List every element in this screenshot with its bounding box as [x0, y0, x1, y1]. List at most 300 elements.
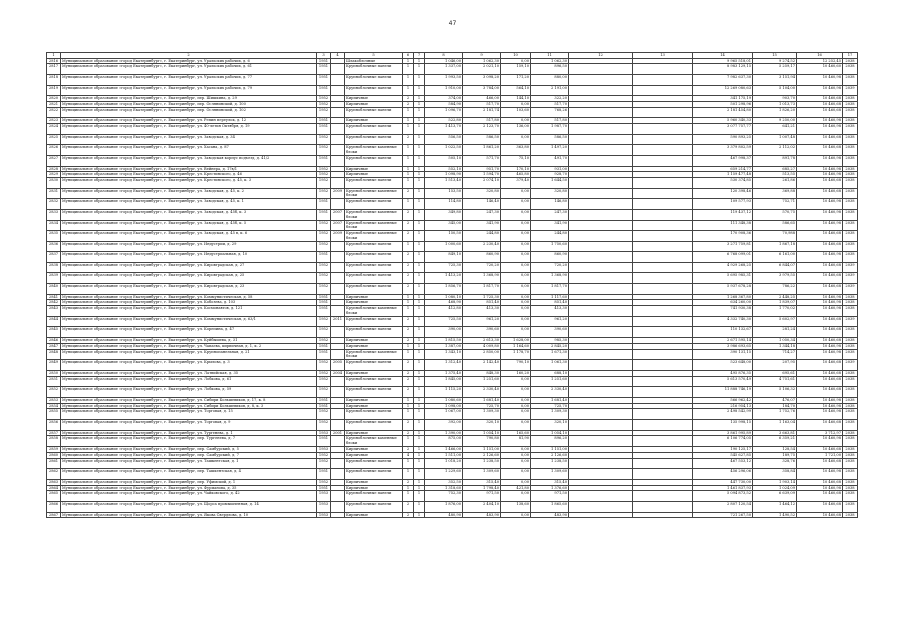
table-cell-c7: 1 — [414, 252, 425, 263]
table-cell-c4 — [331, 501, 345, 512]
table-cell-c8: 390,00 — [425, 327, 463, 338]
table-cell-c15: 358,84 — [753, 469, 797, 480]
table-cell-c15: 1 839,07 — [753, 300, 797, 306]
table-cell-c10: 465,80 — [501, 172, 531, 178]
table-cell-id: 2823 — [47, 118, 61, 124]
table-cell-c15: 328,76 — [753, 458, 797, 469]
table-cell-id: 2830 — [47, 178, 61, 189]
table-cell-c8: 1 413,20 — [425, 273, 463, 284]
table-cell-c5: Кирпичные — [345, 397, 403, 403]
table-cell-id: 2854 — [47, 403, 61, 409]
table-cell-c3: 1953 — [317, 512, 331, 518]
table-cell-c9: 951,70 — [463, 166, 501, 172]
table-cell-c8: 556,50 — [425, 134, 463, 145]
table-cell-c13 — [633, 501, 693, 512]
table-cell-c6: 2 — [403, 96, 414, 102]
table-cell-c17: 2039 — [843, 262, 858, 273]
table-cell-c15: 6 161,00 — [753, 252, 797, 263]
table-cell-c11: 1 817,70 — [531, 284, 569, 295]
table-cell-c5: Крупноблочные панели — [345, 262, 403, 273]
table-cell-c7: 1 — [414, 343, 425, 349]
table-cell-c8: 1 375,40 — [425, 370, 463, 376]
table-cell-address: Муниципальное образование «город Екатеринбург», г. Екатеринбург, ул. Кировградская, д. 25 — [61, 273, 317, 284]
table-cell-c6: 2 — [403, 262, 414, 273]
table-cell-c8: 1 046,00 — [425, 58, 463, 64]
table-cell-c7: 1 — [414, 409, 425, 420]
table-cell-c17: 2038 — [843, 349, 858, 360]
table-row — [47, 273, 858, 284]
table-cell-c5: Крупноблочные панели — [345, 134, 403, 145]
table-cell-c15: 1 050,34 — [753, 338, 797, 344]
table-cell-c15: 5 104,00 — [753, 85, 797, 96]
table-cell-address: Муниципальное образование «город Екатеринбург», г. Екатеринбург, ул. Заводская, д. 45 в, к. 6 — [61, 231, 317, 242]
table-cell-c15: 9 250,00 — [753, 118, 797, 124]
table-cell-c5: Кирпичные — [345, 479, 403, 485]
table-cell-c4 — [331, 74, 345, 85]
table-cell-c12 — [569, 134, 633, 145]
table-cell-c6: 2 — [403, 501, 414, 512]
table-cell-c16: 10 460,68 — [797, 458, 843, 469]
table-row — [47, 64, 858, 75]
table-cell-c8: 1 845,00 — [425, 376, 463, 387]
table-cell-address: Муниципальное образование «город Екатеринбург», г. Екатеринбург, ул. Сибири Большевиков, д. 17, к. 8 — [61, 397, 317, 403]
table-cell-c15: 1 007,48 — [753, 134, 797, 145]
table-cell-c9: 1 238,50 — [463, 458, 501, 469]
table-cell-c13 — [633, 220, 693, 231]
table-cell-c7: 1 — [414, 58, 425, 64]
table-cell-c14: 9 965 518,01 — [693, 58, 753, 64]
table-cell-c14: 8 983 129,15 — [693, 64, 753, 75]
table-cell-c7: 1 — [414, 300, 425, 306]
table-cell-c6: 2 — [403, 387, 414, 398]
table-cell-c14: 1 159 477,48 — [693, 172, 753, 178]
table-cell-c8: 725,30 — [425, 262, 463, 273]
table-cell-c12 — [569, 409, 633, 420]
table-cell-c6: 1 — [403, 306, 414, 317]
table-cell-c8: 468,90 — [425, 300, 463, 306]
table-cell-c17: 2038 — [843, 124, 858, 135]
table-cell-c4 — [331, 107, 345, 118]
table-cell-c5: Крупноблочные панели — [345, 155, 403, 166]
table-cell-c3: 1952 — [317, 101, 331, 107]
column-header: 1 — [47, 53, 61, 59]
table-cell-c6: 1 — [403, 241, 414, 252]
table-row — [47, 370, 858, 376]
table-cell-c7: 1 — [414, 430, 425, 436]
table-cell-c3: 1953 — [317, 501, 331, 512]
table-cell-c3: 1951 — [317, 118, 331, 124]
table-cell-c6: 1 — [403, 124, 414, 135]
table-cell-c10: 0,00 — [501, 118, 531, 124]
table-cell-c14: 7 982 637,30 — [693, 74, 753, 85]
column-header: 11 — [531, 53, 569, 59]
table-cell-c6: 2 — [403, 252, 414, 263]
table-cell-c12 — [569, 64, 633, 75]
table-cell-c12 — [569, 316, 633, 327]
table-cell-c3: 1951 — [317, 252, 331, 263]
table-cell-id: 2847 — [47, 343, 61, 349]
table-cell-c14: 467 553,12 — [693, 458, 753, 469]
table-cell-c14: 721 267,50 — [693, 512, 753, 518]
table-cell-c16: 10 460,68 — [797, 284, 843, 295]
table-cell-id: 2819 — [47, 85, 61, 96]
table-cell-address: Муниципальное образование «город Екатеринбург», г. Екатеринбург, ул. Крылова, д. 3 — [61, 360, 317, 371]
table-cell-c7: 1 — [414, 118, 425, 124]
table-cell-c4 — [331, 145, 345, 156]
table-cell-c3: 1952 — [317, 452, 331, 458]
table-row — [47, 166, 858, 172]
table-cell-c10: 136,00 — [501, 124, 531, 135]
table-cell-c6: 2 — [403, 370, 414, 376]
table-cell-c3: 1952 — [317, 145, 331, 156]
table-cell-c12 — [569, 252, 633, 263]
table-cell-c13 — [633, 419, 693, 430]
table-cell-c16: 10 460,68 — [797, 491, 843, 502]
table-row — [47, 397, 858, 403]
table-cell-c14: 5 937 678,28 — [693, 284, 753, 295]
table-cell-c14: 341 175,19 — [693, 96, 753, 102]
table-cell-c14: 119 437,12 — [693, 209, 753, 220]
table-cell-c17: 2038 — [843, 74, 858, 85]
table-cell-address: Муниципальное образование «город Екатеринбург», г. Екатеринбург, ул. Заводская, д. 45, к. 1 — [61, 199, 317, 210]
table-row — [47, 403, 858, 409]
table-cell-c3: 1952 — [317, 96, 331, 102]
table-cell-id: 2831 — [47, 188, 61, 199]
table-cell-c16: 10 460,68 — [797, 96, 843, 102]
table-cell-address: Муниципальное образование «город Екатеринбург», г. Екатеринбург, ул. Лобкова, д. 61 — [61, 376, 317, 387]
table-cell-address: Муниципальное образование «город Екатеринбург», г. Екатеринбург, ул. Заводская, д. 45б, к. 5 — [61, 220, 317, 231]
table-row — [47, 327, 858, 338]
table-row — [47, 294, 858, 300]
table-cell-c10: 0,00 — [501, 262, 531, 273]
table-cell-c13 — [633, 145, 693, 156]
table-cell-c11: 2 330,40 — [531, 387, 569, 398]
table-cell-c4 — [331, 512, 345, 518]
table-cell-c3: 1951 — [317, 343, 331, 349]
table-cell-c11: 320,80 — [531, 188, 569, 199]
table-cell-address: Муниципальное образование «город Екатеринбург», г. Екатеринбург, ул. Уральских рабочих, д. 6 — [61, 58, 317, 64]
table-cell-c15: 3 979,55 — [753, 273, 797, 284]
table-cell-c3: 1951 — [317, 306, 331, 317]
table-cell-c17: 2038 — [843, 241, 858, 252]
table-cell-c3: 1951 — [317, 155, 331, 166]
table-cell-c4: 2007 — [331, 209, 345, 220]
table-cell-c17: 2038 — [843, 209, 858, 220]
table-cell-c4 — [331, 273, 345, 284]
table-cell-c14: 501 298,96 — [693, 101, 753, 107]
table-cell-c3: 1952 — [317, 458, 331, 469]
table-cell-c11: 320,10 — [531, 419, 569, 430]
table-cell-c5: Крупноблочные каменные блоки — [345, 231, 403, 242]
table-cell-c3: 1952 — [317, 231, 331, 242]
table-row — [47, 124, 858, 135]
table-cell-c10: 0,00 — [501, 469, 531, 480]
table-cell-c6: 1 — [403, 343, 414, 349]
table-cell-c9: 4 009,80 — [463, 343, 501, 349]
table-cell-c14: 6 768 099,01 — [693, 252, 753, 263]
column-header: 3 — [317, 53, 331, 59]
table-cell-address: Муниципальное образование «город Екатеринбург», г. Екатеринбург, ул. Индустрии, д. 29 — [61, 241, 317, 252]
table-cell-c7: 1 — [414, 166, 425, 172]
table-cell-address: Муниципальное образование «город Екатеринбург», г. Екатеринбург, ул. Космонавтов, д. 121 — [61, 306, 317, 317]
table-cell-c17: 2038 — [843, 306, 858, 317]
table-row — [47, 220, 858, 231]
table-cell-c11: 1 987,70 — [531, 124, 569, 135]
column-header: 7 — [414, 53, 425, 59]
table-cell-id: 2844 — [47, 316, 61, 327]
table-cell-c16: 10 460,98 — [797, 252, 843, 263]
column-header: 12 — [569, 53, 633, 59]
table-cell-c11: 896,20 — [531, 436, 569, 447]
table-cell-c9: 341,90 — [463, 220, 501, 231]
table-cell-c4 — [331, 376, 345, 387]
table-cell-c6: 2 — [403, 101, 414, 107]
table-row — [47, 85, 858, 96]
table-cell-c10: 75,10 — [501, 155, 531, 166]
table-cell-c7: 1 — [414, 199, 425, 210]
table-cell-c9: 851,40 — [463, 300, 501, 306]
table-row — [47, 491, 858, 502]
table-cell-c4 — [331, 262, 345, 273]
table-cell-c14: 110 132,67 — [693, 327, 753, 338]
table-cell-c12 — [569, 107, 633, 118]
table-cell-address: Муниципальное образование «город Екатеринбург», г. Екатеринбург, ул. Торговая, д. 9 — [61, 419, 317, 430]
table-cell-c7: 1 — [414, 64, 425, 75]
table-cell-c15: 903,70 — [753, 96, 797, 102]
table-row — [47, 452, 858, 458]
table-cell-c13 — [633, 64, 693, 75]
table-cell-c5: Крупноблочные панели — [345, 74, 403, 85]
table-cell-c15: 128,54 — [753, 446, 797, 452]
table-cell-c17: 2038 — [843, 64, 858, 75]
table-cell-c11: 247,30 — [531, 209, 569, 220]
table-cell-c7: 1 — [414, 101, 425, 107]
table-cell-c7: 1 — [414, 241, 425, 252]
table-cell-c10: 1 628,00 — [501, 338, 531, 344]
table-cell-c3: 1951 — [317, 294, 331, 300]
table-cell-c8: 1 312,40 — [425, 360, 463, 371]
table-cell-c14: 11 888 746,19 — [693, 387, 753, 398]
table-cell-c12 — [569, 458, 633, 469]
table-cell-c15: 9 274,52 — [753, 58, 797, 64]
table-cell-c3: 1952 — [317, 284, 331, 295]
table-cell-c5: Крупноблочные панели — [345, 178, 403, 189]
table-cell-c5: Крупноблочные панели — [345, 273, 403, 284]
table-cell-c16: 10 460,68 — [797, 231, 843, 242]
table-cell-c10: 0,00 — [501, 294, 531, 300]
table-cell-c15: 261,86 — [753, 178, 797, 189]
table-cell-c8: 752,30 — [425, 491, 463, 502]
table-cell-c11: 2 845,20 — [531, 343, 569, 349]
table-row — [47, 387, 858, 398]
table-cell-c11: 971,50 — [531, 491, 569, 502]
table-cell-c17: 2038 — [843, 387, 858, 398]
table-cell-c12 — [569, 178, 633, 189]
table-cell-c8: 1 080,60 — [425, 397, 463, 403]
table-cell-c8: 552,10 — [425, 166, 463, 172]
table-cell-c3: 1951 — [317, 209, 331, 220]
table-cell-c3: 1952 — [317, 178, 331, 189]
table-cell-id: 2837 — [47, 252, 61, 263]
table-cell-c16: 1 721,00 — [797, 452, 843, 458]
column-header: 17 — [843, 53, 858, 59]
table-cell-c5: Крупноблочные панели — [345, 241, 403, 252]
table-cell-c10: 0,00 — [501, 403, 531, 409]
table-cell-c17: 2038 — [843, 231, 858, 242]
table-cell-c14: 3 986 693,65 — [693, 343, 753, 349]
table-cell-c16: 10 460,68 — [797, 262, 843, 273]
table-cell-c8: 345,00 — [425, 220, 463, 231]
table-cell-c16: 10 460,68 — [797, 178, 843, 189]
table-cell-c11: 1 671,30 — [531, 349, 569, 360]
table-cell-c4 — [331, 155, 345, 166]
table-cell-c11: 517,70 — [531, 101, 569, 107]
table-cell-c17: 2038 — [843, 452, 858, 458]
table-cell-address: Муниципальное образование «город Екатеринбург», г. Екатеринбург, ул. Лобкова, д. 59 — [61, 387, 317, 398]
table-cell-c15: 5 106,32 — [753, 387, 797, 398]
page-number: 47 — [448, 20, 457, 27]
table-cell-c6: 2 — [403, 220, 414, 231]
table-cell-c15: 189,75 — [753, 452, 797, 458]
table-cell-c5: Крупноблочные панели — [345, 409, 403, 420]
table-cell-c11: 931,00 — [531, 166, 569, 172]
table-cell-c5: Кирпичные — [345, 370, 403, 376]
table-cell-c6: 2 — [403, 338, 414, 344]
table-cell-c6: 2 — [403, 479, 414, 485]
table-cell-c12 — [569, 360, 633, 371]
table-cell-c8: 1 876,00 — [425, 501, 463, 512]
table-cell-c16: 10 460,98 — [797, 166, 843, 172]
table-cell-c17: 2038 — [843, 252, 858, 263]
table-cell-c5: Кирпичные — [345, 485, 403, 491]
table-cell-c13 — [633, 262, 693, 273]
table-cell-c16: 10 460,98 — [797, 436, 843, 447]
table-cell-c10: 0,00 — [501, 188, 531, 199]
table-cell-c17: 2038 — [843, 107, 858, 118]
table-cell-c4 — [331, 491, 345, 502]
table-cell-c11: 1 309,30 — [531, 409, 569, 420]
table-cell-c6: 1 — [403, 74, 414, 85]
table-cell-c11: 1 238,50 — [531, 458, 569, 469]
table-row — [47, 118, 858, 124]
table-cell-c14: 120 398,46 — [693, 188, 753, 199]
table-row — [47, 469, 858, 480]
table-cell-c14: 590 893,25 — [693, 134, 753, 145]
table-cell-c13 — [633, 387, 693, 398]
table-cell-c15: 1 344,18 — [753, 343, 797, 349]
table-cell-c17: 2038 — [843, 220, 858, 231]
table-cell-c10: 0,00 — [501, 327, 531, 338]
table-cell-c5: Крупноблочные панели — [345, 107, 403, 118]
table-cell-c4 — [331, 306, 345, 317]
table-cell-c7: 1 — [414, 485, 425, 491]
table-cell-c17: 2038 — [843, 155, 858, 166]
table-row — [47, 479, 858, 485]
table-cell-c7: 1 — [414, 273, 425, 284]
table-cell-c5: Кирпичные — [345, 294, 403, 300]
table-cell-c10: 0,00 — [501, 241, 531, 252]
table-cell-address: Муниципальное образование «город Екатеринбург», г. Екатеринбург, ул. Хасана, д. 87 — [61, 145, 317, 156]
table-cell-c6: 2 — [403, 231, 414, 242]
table-cell-c10: 0,00 — [501, 409, 531, 420]
table-cell-c15: 2 448,25 — [753, 294, 797, 300]
table-cell-c8: 584,90 — [425, 101, 463, 107]
table-cell-c17: 2038 — [843, 96, 858, 102]
table-cell-c3: 1952 — [317, 387, 331, 398]
table-cell-c10: 0,00 — [501, 316, 531, 327]
table-cell-c7: 1 — [414, 284, 425, 295]
table-cell-c6: 1 — [403, 458, 414, 469]
table-cell-c6: 2 — [403, 188, 414, 199]
table-cell-c13 — [633, 178, 693, 189]
table-cell-c4 — [331, 252, 345, 263]
table-cell-c17: 2038 — [843, 397, 858, 403]
table-cell-c17: 2038 — [843, 458, 858, 469]
table-cell-c8: 1 910,00 — [425, 85, 463, 96]
table-cell-c10: 1 164,60 — [501, 343, 531, 349]
table-row — [47, 107, 858, 118]
table-cell-c15: 5 259,17 — [753, 64, 797, 75]
table-cell-c13 — [633, 231, 693, 242]
table-cell-c13 — [633, 188, 693, 199]
table-cell-c8: 412,80 — [425, 306, 463, 317]
table-cell-c7: 1 — [414, 178, 425, 189]
table-cell-c4: 2009 — [331, 188, 345, 199]
table-cell-c3: 1952 — [317, 370, 331, 376]
table-row — [47, 306, 858, 317]
table-row — [47, 172, 858, 178]
table-cell-c4 — [331, 419, 345, 430]
table-cell-c16: 10 460,98 — [797, 485, 843, 491]
table-cell-address: Муниципальное образование «город Екатеринбург», г. Екатеринбург, ул. Тургенева, д. 1 — [61, 430, 317, 436]
table-cell-c7: 1 — [414, 349, 425, 360]
table-cell-id: 2848 — [47, 349, 61, 360]
table-cell-c3: 1951 — [317, 349, 331, 360]
table-cell-c12 — [569, 199, 633, 210]
table-cell-c11: 146,80 — [531, 199, 569, 210]
table-cell-c7: 1 — [414, 452, 425, 458]
table-cell-c15: 6 844,07 — [753, 262, 797, 273]
table-row — [47, 458, 858, 469]
table-cell-c9: 971,50 — [463, 491, 501, 502]
table-cell-c16: 10 460,68 — [797, 101, 843, 107]
table-cell-c6: 1 — [403, 436, 414, 447]
table-cell-c10: 0,00 — [501, 199, 531, 210]
table-cell-c5: Крупноблочные панели — [345, 252, 403, 263]
table-row — [47, 501, 858, 512]
table-cell-c7: 1 — [414, 262, 425, 273]
table-cell-address: Муниципальное образование «город Екатеринбург», г. Екатеринбург, ул. Коммунистическая, д. 63/1 — [61, 316, 317, 327]
table-cell-c3: 1952 — [317, 479, 331, 485]
table-cell-c13 — [633, 458, 693, 469]
table-cell-c8: 875,00 — [425, 436, 463, 447]
table-row — [47, 284, 858, 295]
table-cell-c13 — [633, 512, 693, 518]
table-row — [47, 199, 858, 210]
table-cell-c14: 2 671 595,14 — [693, 338, 753, 344]
table-cell-c10: 0,00 — [501, 376, 531, 387]
table-cell-c8: 150,50 — [425, 231, 463, 242]
table-cell-c14: 467 998,37 — [693, 155, 753, 166]
table-cell-c7: 1 — [414, 74, 425, 85]
table-cell-c17: 2038 — [843, 300, 858, 306]
table-cell-c17: 2038 — [843, 376, 858, 387]
table-cell-id: 2836 — [47, 241, 61, 252]
table-row — [47, 485, 858, 491]
table-cell-address: Муниципальное образование «город Екатеринбург», г. Екатеринбург, ул. Заводская, д. 45, к. 2 — [61, 188, 317, 199]
table-cell-c10: 0,00 — [501, 446, 531, 452]
table-cell-c15: 5 602,97 — [753, 316, 797, 327]
